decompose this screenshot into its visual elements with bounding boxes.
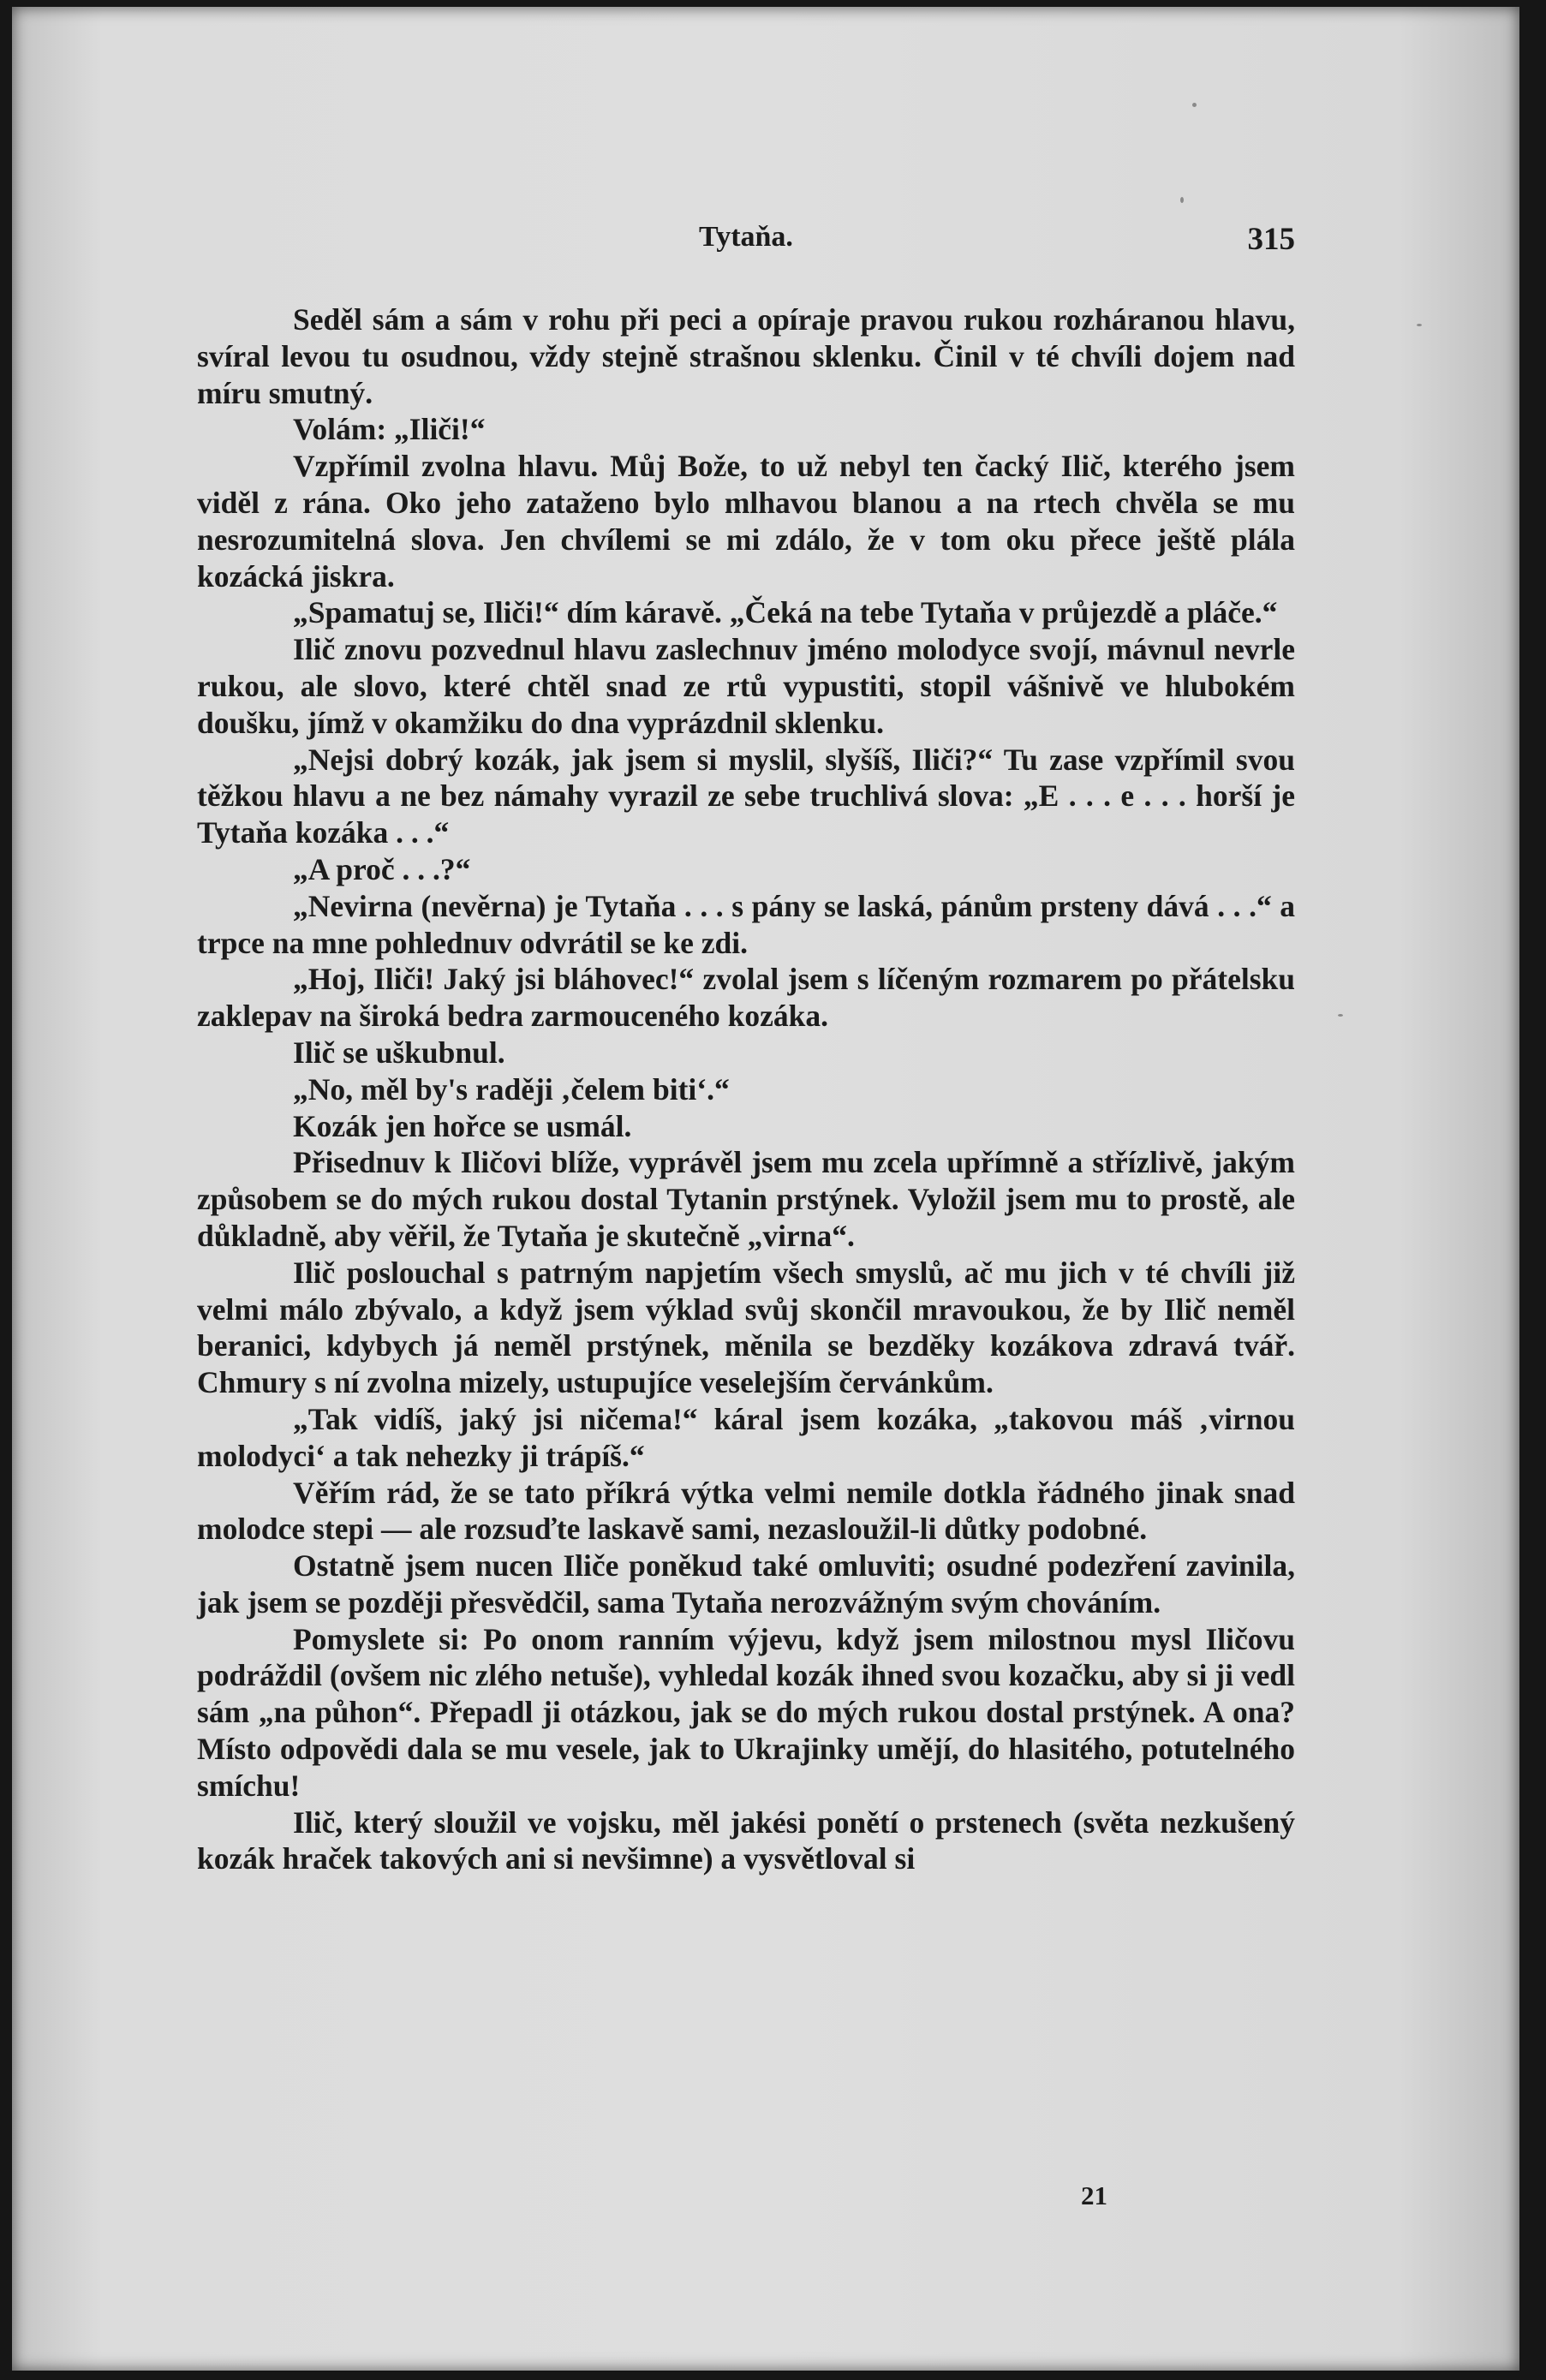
paragraph: „Spamatuj se, Iliči!“ dím káravě. „Čeká na tebe Tytaňa v průjezdě a pláče.“ <box>293 595 1278 630</box>
paper-speck <box>1180 197 1184 203</box>
paragraph: Seděl sám a sám v rohu při peci a opíraje pravou rukou rozháranou hlavu, svíral levou tu osudnou, vždy stejně strašnou sklenku. Činil v té chvíli dojem nad míru smutný. <box>197 302 1295 410</box>
paragraph: Volám: „Iliči!“ <box>293 412 486 447</box>
paragraph: „Tak vidíš, jaký jsi ničema!“ káral jsem kozáka, „takovou máš ‚virnou molodyci‘ a tak nehezky ji trápíš.“ <box>197 1401 1295 1473</box>
paragraph: Vzpřímil zvolna hlavu. Můj Bože, to už nebyl ten čacký Ilič, kterého jsem viděl z rána. Oko jeho zataženo bylo mlhavou blanou a na rtech chvěla se mu nesrozumitelná slova. Jen chvílemi se mi zdálo, že v tom oku přece ještě plála kozácká jiskra. <box>197 449 1295 594</box>
page-number: 315 <box>1247 222 1295 257</box>
paper-speck <box>1417 324 1422 326</box>
paragraph: Kozák jen hořce se usmál. <box>293 1108 632 1143</box>
paragraph: „Hoj, Iliči! Jaký jsi bláhovec!“ zvolal jsem s líčeným rozmarem po přátelsku zaklepav na široká bedra zarmouceného kozáka. <box>197 962 1295 1034</box>
paragraph: Věřím rád, že se tato příkrá výtka velmi nemile dotkla řádného jinak snad molodce stepi — ale rozsuďte laskavě sami, nezasloužil-li důtky podobné. <box>197 1475 1295 1547</box>
paragraph: „A proč . . .?“ <box>293 851 471 886</box>
paragraph: „Nevirna (nevěrna) je Tytaňa . . . s pány se laská, pánům prsteny dává . . .“ a trpce na mne pohlednuv odvrátil se ke zdi. <box>197 888 1295 960</box>
paragraph: Ilič znovu pozvednul hlavu zaslechnuv jméno molodyce svojí, mávnul nevrle rukou, ale slovo, které chtěl snad ze rtů vypustiti, stopil vášnivě ve hlubokém doušku, jímž v okamžiku do dna vyprázdnil sklenku. <box>197 632 1295 740</box>
paragraph: Ostatně jsem nucen Iliče poněkud také omluviti; osudné podezření zavinila, jak jsem se později přesvědčil, sama Tytaňa nerozvážným svým chováním. <box>197 1548 1295 1619</box>
paragraph: Pomyslete si: Po onom ranním výjevu, když jsem milostnou mysl Iličovu podráždil (ovšem nic zlého netuše), vyhledal kozák ihned svou kozačku, aby si ji vedl sám „na půhon“. Přepadl ji otázkou, jak se do mých rukou dostal prstýnek. A ona? Místo odpovědi dala se mu vesele, jak to Ukrajinky umějí, do hlasitého, potutelného smíchu! <box>197 1621 1295 1803</box>
paper-speck <box>1192 103 1197 107</box>
paragraph: Ilič se uškubnul. <box>293 1035 505 1070</box>
paragraph: Ilič, který sloužil ve vojsku, měl jakési ponětí o prstenech (světa nezkušený kozák hraček takových ani si nevšimne) a vysvětloval si <box>197 1804 1295 1876</box>
paragraph: „Nejsi dobrý kozák, jak jsem si myslil, slyšíš, Iliči?“ Tu zase vzpřímil svou těžkou hlavu a ne bez námahy vyrazil ze sebe truchlivá slova: „E . . . e . . . horší je Tytaňa kozáka . . .“ <box>197 742 1295 850</box>
page-header <box>197 221 1295 269</box>
paragraph: „No, měl by's raději ‚čelem biti‘.“ <box>293 1071 730 1106</box>
printer-signature-mark: 21 <box>1081 2180 1107 2210</box>
running-title: Tytaňa. <box>699 221 793 253</box>
paragraph: Ilič poslouchal s patrným napjetím všech smyslů, ač mu jich v té chvíli již velmi málo zbývalo, a když jsem výklad svůj skončil mravoukou, že by Ilič neměl beranici, kdybych já neměl prstýnek, měnila se bezděky kozákova zdravá tvář. Chmury s ní zvolna mizely, ustupujíce veselejším červánkům. <box>197 1255 1295 1400</box>
paragraph: Přisednuv k Iličovi blíže, vyprávěl jsem mu zcela upřímně a střízlivě, jakým způsobem se do mých rukou dostal Tytanin prstýnek. Vyložil jsem mu to prostě, ale důkladně, aby věřil, že Tytaňa je skutečně „virna“. <box>197 1145 1295 1253</box>
paper-speck <box>1338 1014 1343 1017</box>
body-text <box>197 301 1295 1877</box>
